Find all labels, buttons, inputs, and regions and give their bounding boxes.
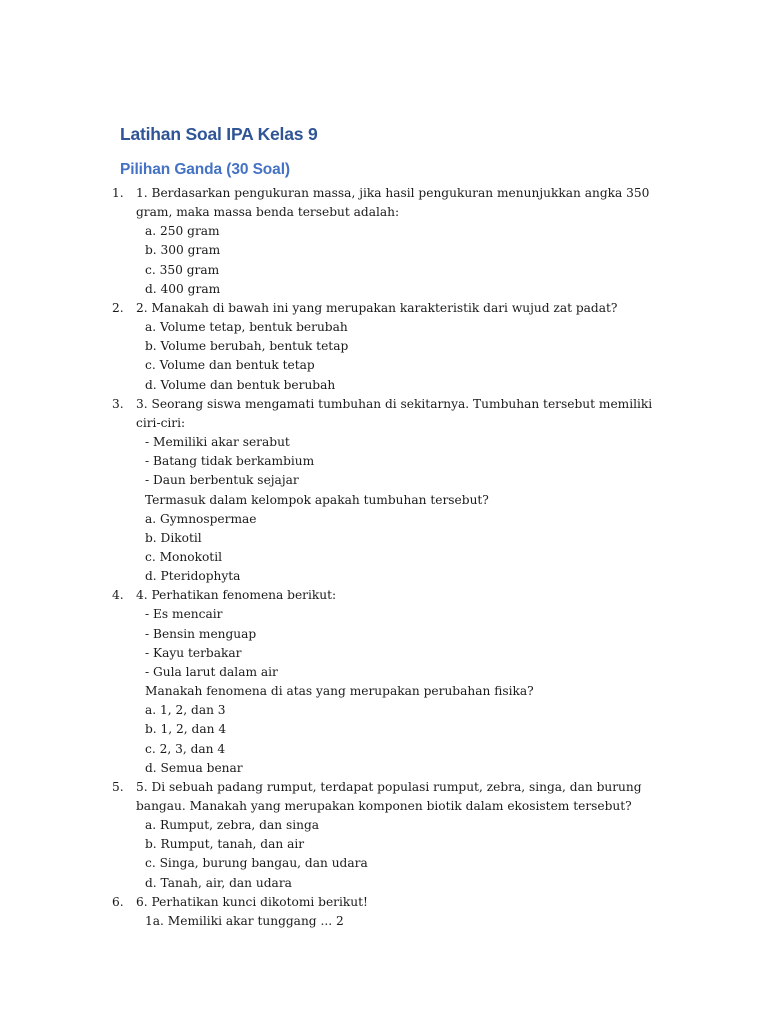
answer-option: b. Rumput, tanah, dan air [145, 837, 305, 852]
question-number: 3. [112, 396, 124, 411]
question-bullet: - Kayu terbakar [145, 645, 242, 660]
question-line: 1a. Memiliki akar tunggang ... 2 [145, 913, 344, 928]
question-list [112, 184, 660, 931]
answer-option: d. Pteridophyta [145, 569, 241, 584]
question-line: Termasuk dalam kelompok apakah tumbuhan tersebut? [145, 492, 489, 507]
question-text: 4. Perhatikan fenomena berikut: [136, 588, 337, 603]
answer-option: c. Monokotil [145, 549, 222, 564]
answer-option: a. Volume tetap, bentuk berubah [145, 320, 348, 335]
question-text: 3. Seorang siswa mengamati tumbuhan di sekitarnya. Tumbuhan tersebut memiliki ciri-ciri: [136, 396, 653, 430]
answer-option: b. 300 gram [145, 243, 221, 258]
question-number: 5. [112, 779, 124, 794]
answer-option: a. Gymnospermae [145, 511, 257, 526]
document-title: Latihan Soal IPA Kelas 9 [120, 124, 318, 144]
question-item [112, 893, 660, 931]
question-number: 2. [112, 300, 124, 315]
section-heading: Pilihan Ganda (30 Soal) [120, 161, 290, 178]
question-bullet: - Daun berbentuk sejajar [145, 473, 299, 488]
answer-option: c. Singa, burung bangau, dan udara [145, 856, 368, 871]
answer-option: d. Volume dan bentuk berubah [145, 377, 336, 392]
question-item [112, 184, 660, 299]
question-item [112, 395, 660, 587]
answer-option: d. Semua benar [145, 760, 243, 775]
answer-option: c. Volume dan bentuk tetap [145, 358, 315, 373]
question-number: 4. [112, 588, 124, 603]
question-number: 6. [112, 894, 124, 909]
question-item [112, 778, 660, 893]
question-bullet: - Es mencair [145, 607, 223, 622]
answer-option: a. 250 gram [145, 224, 220, 239]
question-text: 5. Di sebuah padang rumput, terdapat populasi rumput, zebra, singa, dan burung bangau. Manakah yang merupakan komponen biotik dalam ekosistem tersebut? [136, 779, 642, 813]
question-text: 1. Berdasarkan pengukuran massa, jika hasil pengukuran menunjukkan angka 350 gram, maka massa benda tersebut adalah: [136, 186, 650, 220]
answer-option: a. Rumput, zebra, dan singa [145, 818, 320, 833]
answer-option: a. 1, 2, dan 3 [145, 703, 226, 718]
question-bullet: - Memiliki akar serabut [145, 435, 290, 450]
question-item [112, 586, 660, 778]
answer-option: c. 350 gram [145, 262, 220, 277]
question-text: 6. Perhatikan kunci dikotomi berikut! [136, 894, 368, 909]
question-number: 1. [112, 186, 124, 200]
answer-option: c. 2, 3, dan 4 [145, 741, 226, 756]
answer-option: d. Tanah, air, dan udara [145, 875, 292, 890]
question-bullet: - Batang tidak berkambium [145, 454, 315, 469]
answer-option: b. Volume berubah, bentuk tetap [145, 339, 349, 354]
question-bullet: - Bensin menguap [145, 626, 257, 641]
question-line: Manakah fenomena di atas yang merupakan perubahan fisika? [145, 684, 534, 699]
question-item [112, 299, 660, 395]
answer-option: b. Dikotil [145, 530, 202, 545]
question-text: 2. Manakah di bawah ini yang merupakan karakteristik dari wujud zat padat? [136, 300, 618, 315]
answer-option: b. 1, 2, dan 4 [145, 722, 227, 737]
answer-option: d. 400 gram [145, 281, 221, 296]
question-bullet: - Gula larut dalam air [145, 664, 278, 679]
